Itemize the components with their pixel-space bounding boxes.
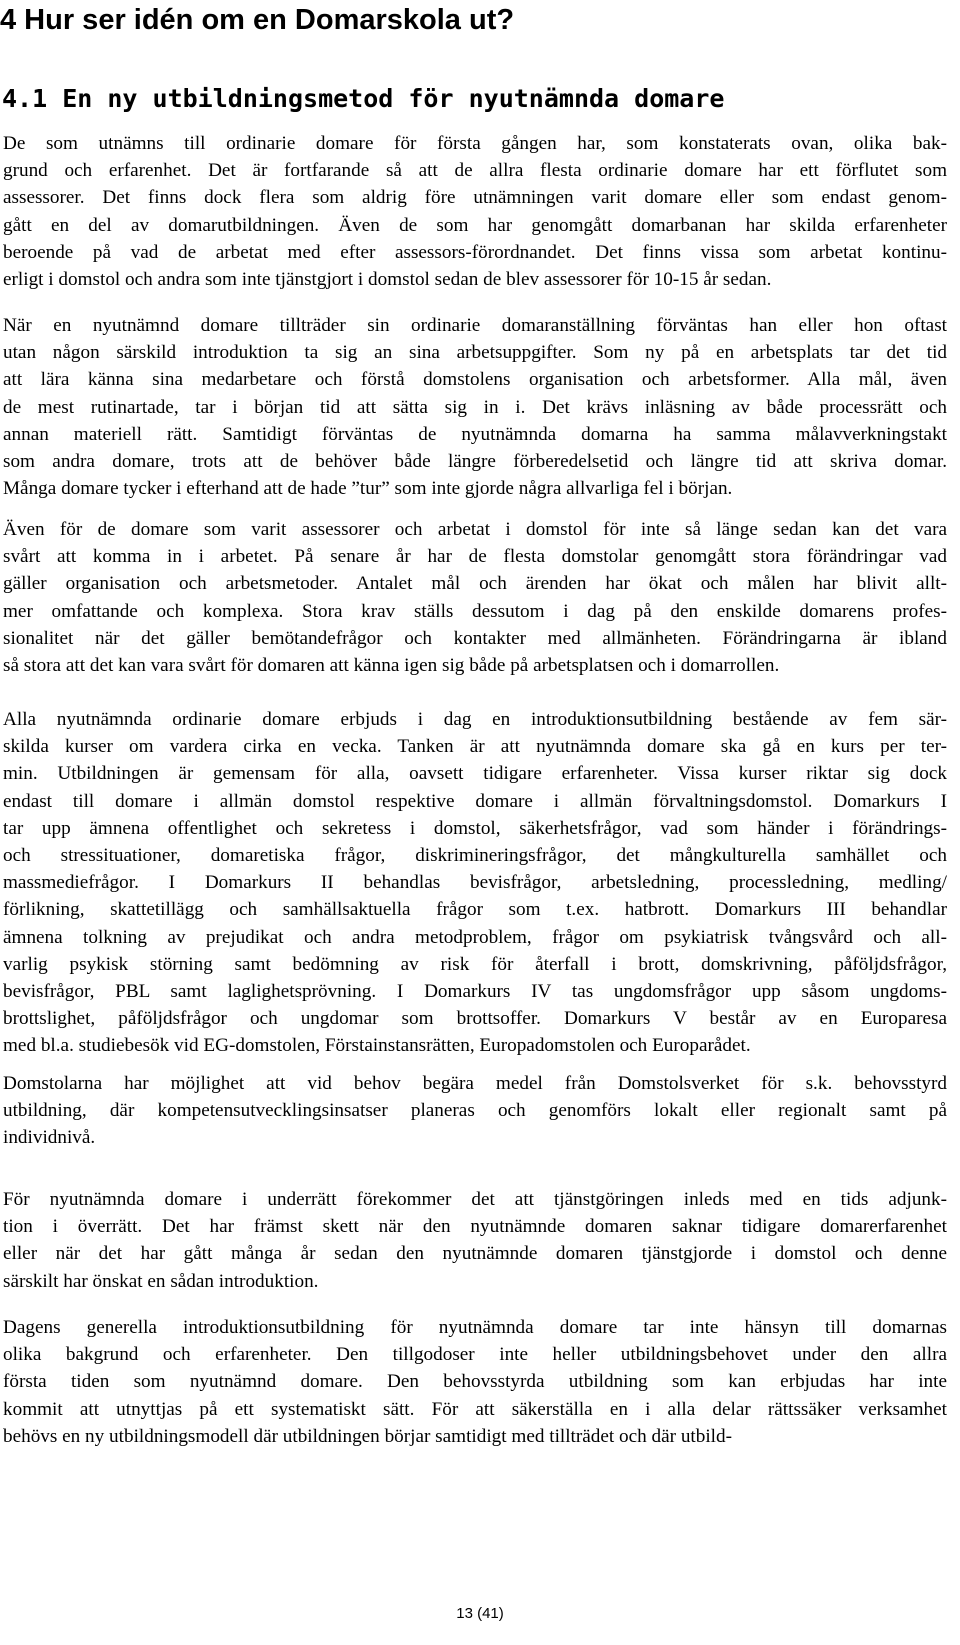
text-line: När en nyutnämnd domare tillträder sin ordinarie domaranställning förväntas han eller hon oftast [3,315,947,336]
paragraph-2 [3,312,947,502]
paragraph-7 [3,1314,947,1450]
paragraph-6 [3,1186,947,1295]
paragraph-4 [3,706,947,1059]
text-line: grund och erfarenhet. Det är fortfarande så att de allra flesta ordinarie domare har ett förflutet som [3,160,947,182]
text-line: tar upp ämnena offentlighet och sekretess i domstol, säkerhetsfrågor, vad som händer i förändrings- [3,817,947,839]
text-line: sionalitet när det gäller bemötandefrågor och kontakter med allmänheten. Förändringarna är ibland [3,627,947,649]
text-line: gått en del av domarutbildningen. Även de som har genomgått domarbanan har skilda erfarenheter [3,214,947,236]
paragraph-1 [3,130,947,293]
text-line: Alla nyutnämnda ordinarie domare erbjuds i dag en introduktionsutbildning bestående av fem sär- [3,709,947,730]
text-line: kommit att utnyttjas på ett systematiskt sätt. För att säkerställa en i alla delar rättssäker verksamhet [3,1398,947,1420]
text-line: De som utnämns till ordinarie domare för första gången har, som konstaterats ovan, olika bak- [3,133,947,154]
text-line: gäller organisation och arbetsmetoder. Antalet mål och ärenden har ökat och målen har blivit allt- [3,573,947,595]
text-line: första tiden som nyutnämnd domare. Den behovsstyrda utbildning som kan erbjudas har inte [3,1371,947,1393]
paragraph-5 [3,1070,947,1152]
text-line: Dagens generella introduktionsutbildning för nyutnämnda domare tar inte hänsyn till domarnas [3,1317,947,1338]
text-line: eller när det har gått många år sedan den nyutnämnde domaren tjänstgjorde i domstol och denne [3,1243,947,1265]
text-line: behövs en ny utbildningsmodell där utbildningen börjar samtidigt med tillträdet och där utbild- [3,1425,732,1447]
text-line: skilda kurser om vardera cirka en vecka. Tanken är att nyutnämnda domare ska gå en kurs per ter- [3,736,947,758]
text-line: massmediefrågor. I Domarkurs II behandlas bevisfrågor, arbetsledning, processledning, medling/ [3,872,947,894]
text-line: Många domare tycker i efterhand att de hade ”tur” som inte gjorde några allvarliga fel i början. [3,478,733,500]
text-line: att lära känna sina medarbetare och förstå domstolens organisation och arbetsformer. Alla mål, även [3,369,947,391]
text-line: särskilt har önskat en sådan introduktion. [3,1270,319,1292]
text-line: assessorer. Det finns dock flera som aldrig före utnämningen varit domare eller som endast genom- [3,187,947,209]
text-line: så stora att det kan vara svårt för domaren att känna igen sig både på arbetsplatsen och i domarrollen. [3,654,780,676]
text-line: och stressituationer, domaretiska frågor, diskrimineringsfrågor, det mångkulturella samhället och [3,844,947,866]
paragraph-3 [3,516,947,679]
page-title: 4 Hur ser idén om en Domarskola ut? [0,4,515,36]
page-number: 13 (41) [456,1605,504,1622]
text-line: bevisfrågor, PBL samt laglighetsprövning. I Domarkurs IV tas ungdomsfrågor upp såsom ungdoms- [3,980,947,1002]
text-line: svårt att komma in i arbetet. På senare år har de flesta domstolar genomgått stora förändringar vad [3,546,947,568]
text-line: som andra domare, trots att de behöver både längre förberedelsetid och längre tid att skriva domar. [3,450,947,472]
text-line: förlikning, skattetillägg och samhällsaktuella frågor som t.ex. hatbrott. Domarkurs III behandlar [3,899,947,921]
text-line: olika bakgrund och erfarenheter. Den tillgodoser inte heller utbildningsbehovet under den allra [3,1344,947,1366]
text-line: individnivå. [3,1127,96,1149]
text-line: beroende på vad de arbetat med efter assessors-förordnandet. Det finns vissa som arbetat kontinu- [3,241,947,263]
text-line: utan någon särskild introduktion ta sig an sina arbetsuppgifter. Som ny på en arbetsplats tar det tid [3,342,947,364]
text-line: Domstolarna har möjlighet att vid behov begära medel från Domstolsverket för s.k. behovsstyrd [3,1073,947,1094]
text-line: varlig psykisk störning samt bedömning av risk för återfall i brott, domskrivning, påföljdsfrågor, [3,953,947,975]
text-line: Även för de domare som varit assessorer och arbetat i domstol för inte så länge sedan kan det vara [3,519,947,540]
text-line: med bl.a. studiebesök vid EG-domstolen, Förstainstansrätten, Europadomstolen och Europarådet. [3,1035,751,1057]
text-line: För nyutnämnda domare i underrätt förekommer det att tjänstgöringen inleds med en tids adjunk- [3,1189,947,1210]
text-line: min. Utbildningen är gemensam för alla, oavsett tidigare erfarenheter. Vissa kurser riktar sig dock [3,763,947,785]
text-line: ämnena tolkning av prejudikat och andra metodproblem, frågor om psykiatrisk tvångsvård och all- [3,926,947,948]
text-line: de mest rutinartade, tar i början tid att sätta sig in i. Det krävs inläsning av både processrätt och [3,396,947,418]
text-line: mer omfattande och komplexa. Stora krav ställs dessutom i dag på den enskilde domarens profes- [3,600,947,622]
section-heading: 4.1 En ny utbildningsmetod för nyutnämnda domare [2,84,725,113]
text-line: erligt i domstol och andra som inte tjänstgjort i domstol sedan de blev assessorer för 10-15 år sedan. [3,268,772,290]
text-line: annan materiell rätt. Samtidigt förväntas de nyutnämnda domarna ha samma målavverkningstakt [3,423,947,445]
text-line: brottslighet, påföljdsfrågor och ungdomar som brottsoffer. Domarkurs V består av en Europaresa [3,1008,947,1030]
text-line: tion i överrätt. Det har främst skett när den nyutnämnde domaren saknar tidigare domarerfarenhet [3,1216,947,1238]
text-line: utbildning, där kompetensutvecklingsinsatser planeras och genomförs lokalt eller regionalt samt på [3,1100,947,1122]
text-line: endast till domare i allmän domstol respektive domare i allmän förvaltningsdomstol. Domarkurs I [3,790,947,812]
